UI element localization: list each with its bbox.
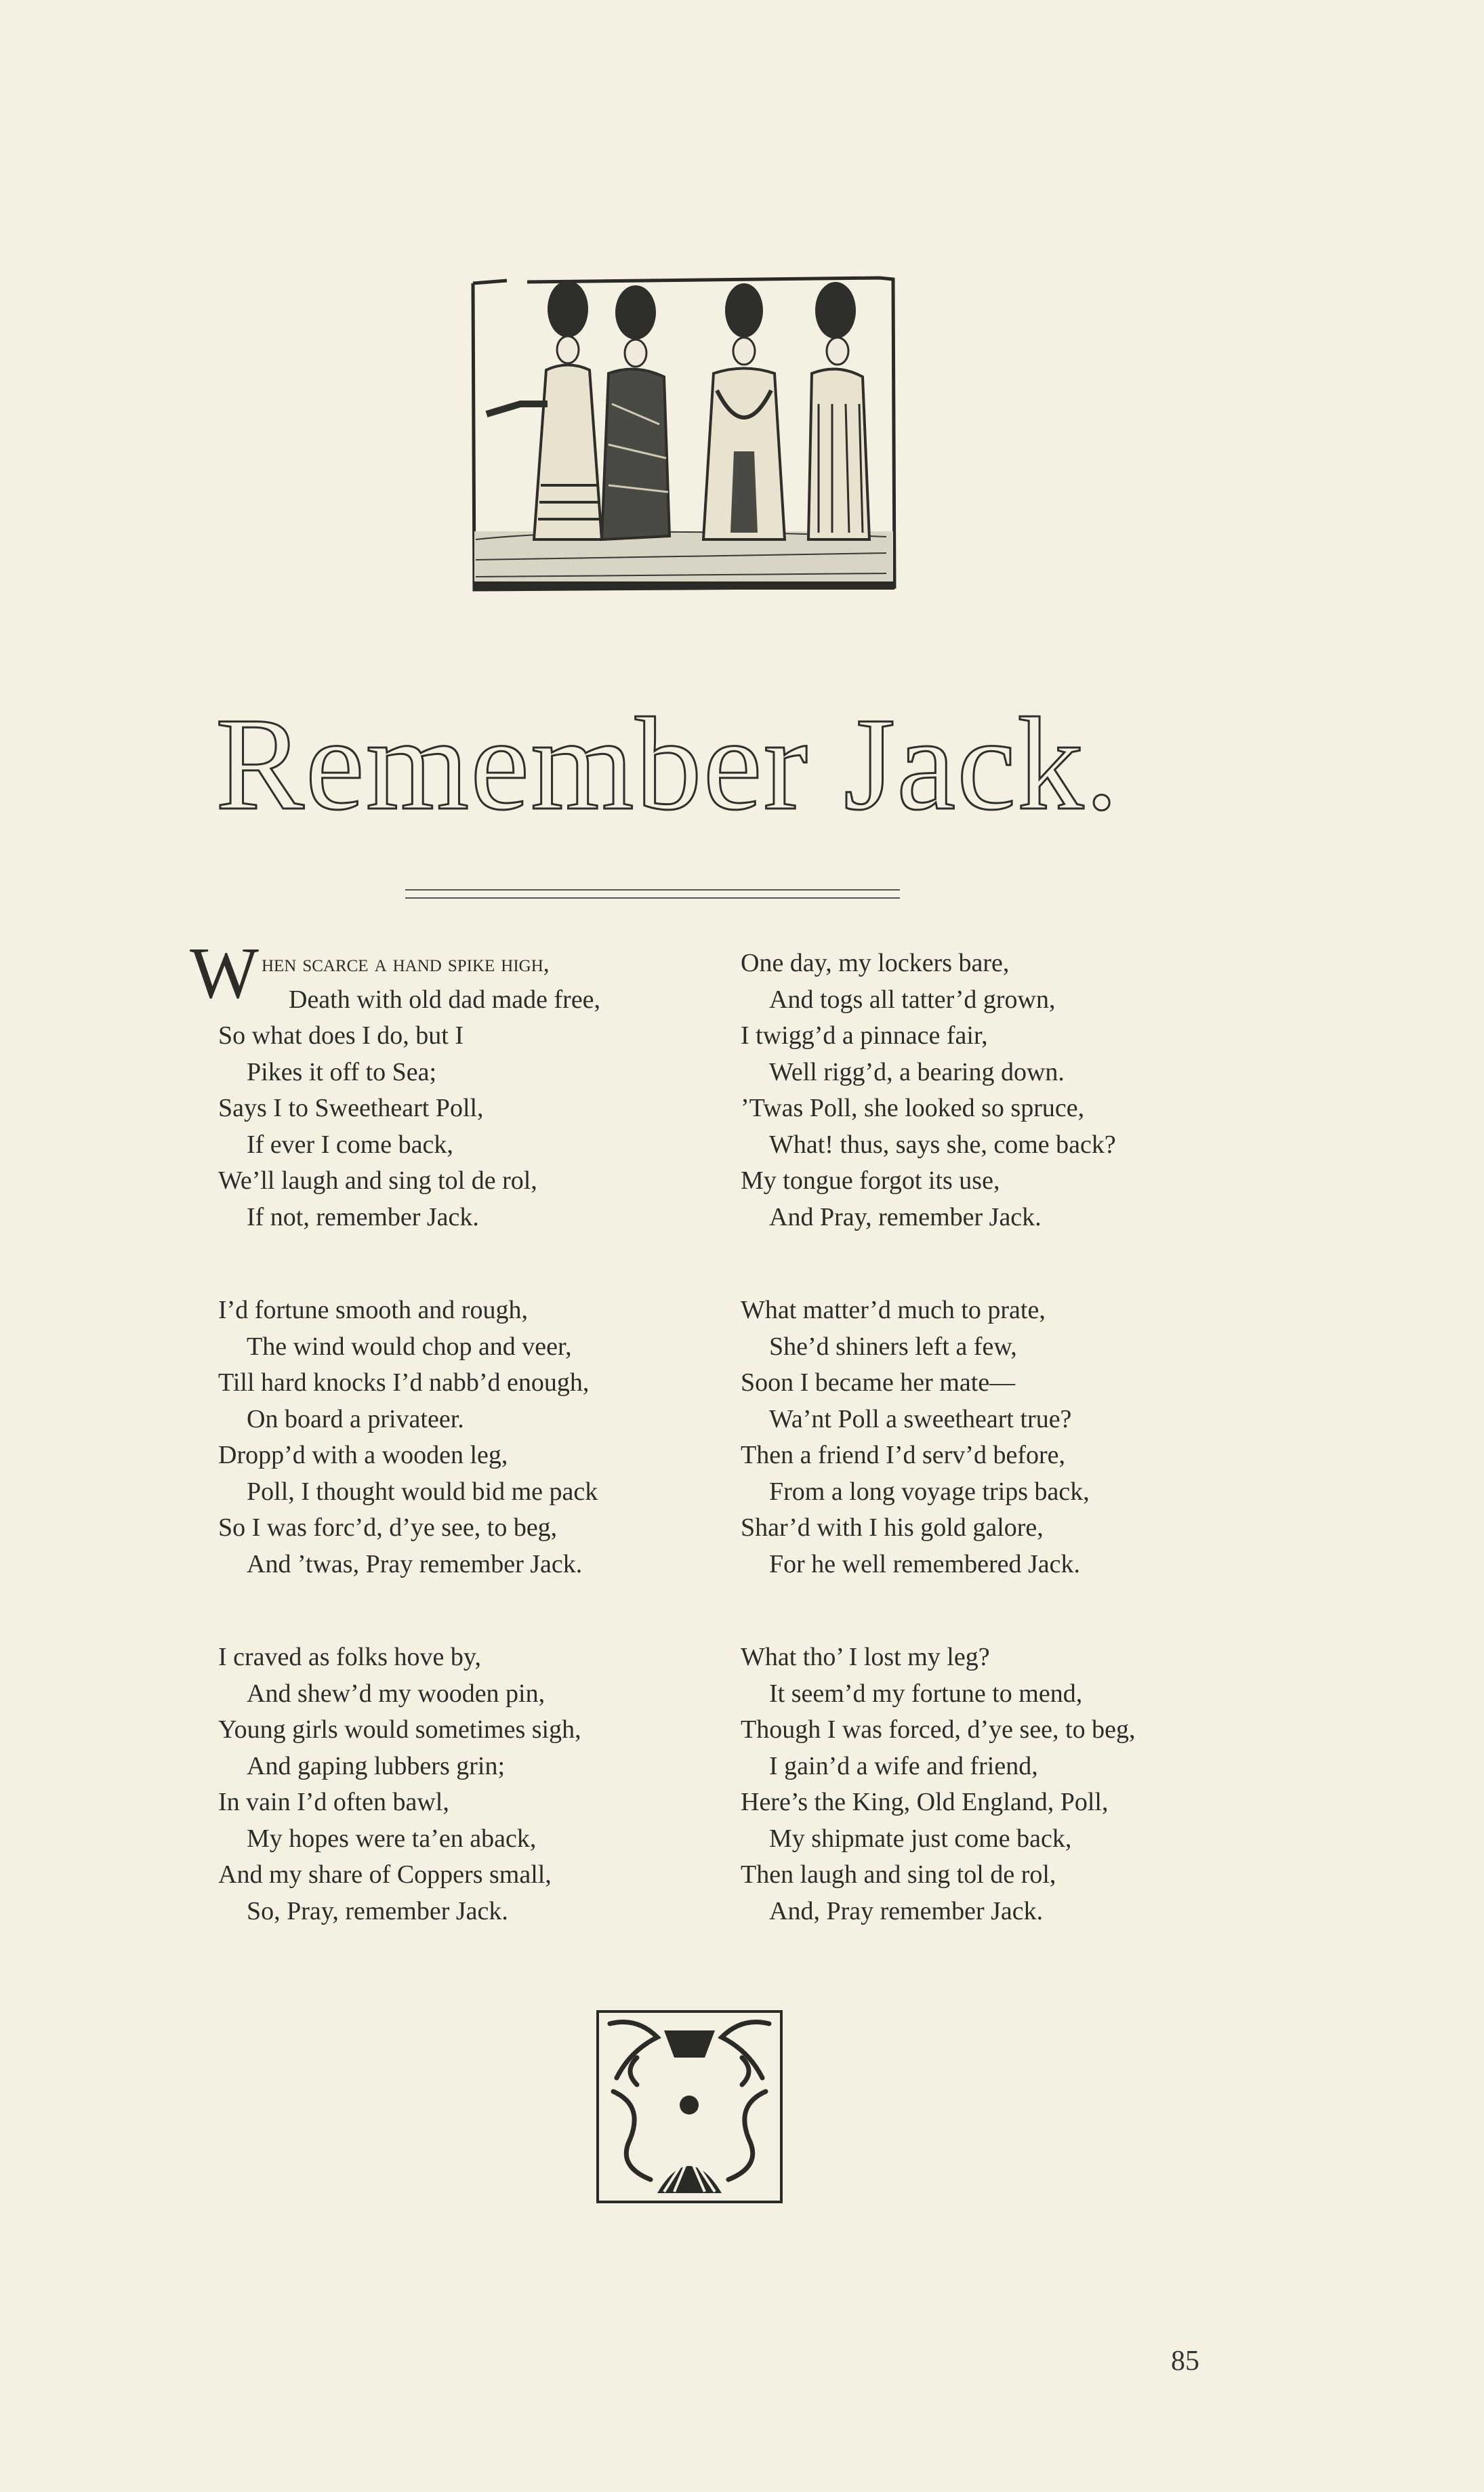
poem-line: And shew’d my wooden pin, bbox=[247, 1679, 545, 1708]
poem-line: Well rigg’d, a bearing down. bbox=[769, 1057, 1065, 1086]
poem-line: Shar’d with I his gold galore, bbox=[741, 1513, 1044, 1542]
four-women-woodcut-icon bbox=[466, 268, 900, 594]
poem-line: Here’s the King, Old England, Poll, bbox=[741, 1788, 1109, 1816]
poem-line: And togs all tatter’d grown, bbox=[769, 985, 1056, 1014]
poem-left-column bbox=[190, 933, 678, 1929]
poem-line: If ever I come back, bbox=[247, 1130, 453, 1159]
poem-line: For he well remembered Jack. bbox=[769, 1549, 1080, 1578]
poem-line: It seem’d my fortune to mend, bbox=[769, 1679, 1083, 1708]
drop-cap: W bbox=[190, 933, 259, 1014]
poem-line: Poll, I thought would bid me pack bbox=[247, 1477, 598, 1506]
poem-line: The wind would chop and veer, bbox=[247, 1332, 572, 1361]
page-number: 85 bbox=[1171, 2346, 1199, 2377]
poem-line: What tho’ I lost my leg? bbox=[741, 1643, 990, 1671]
poem-title: Remember Jack. bbox=[215, 691, 1120, 838]
poem-line: What! thus, says she, come back? bbox=[769, 1130, 1116, 1159]
poem-line: From a long voyage trips back, bbox=[769, 1477, 1090, 1506]
poem-line: And, Pray remember Jack. bbox=[769, 1896, 1044, 1925]
poem-line: My hopes were ta’en aback, bbox=[247, 1824, 537, 1853]
poem-line: In vain I’d often bawl, bbox=[218, 1788, 449, 1816]
poem-line: Then a friend I’d serv’d before, bbox=[741, 1441, 1065, 1469]
stanza-1 bbox=[190, 933, 678, 1235]
poem-line: Then laugh and sing tol de rol, bbox=[741, 1860, 1056, 1889]
poem-line: What matter’d much to prate, bbox=[741, 1296, 1046, 1324]
poem-line: And ’twas, Pray remember Jack. bbox=[247, 1549, 583, 1578]
poem-line: I twigg’d a pinnace fair, bbox=[741, 1021, 988, 1050]
poem-line: One day, my lockers bare, bbox=[741, 949, 1010, 977]
poem-line: And Pray, remember Jack. bbox=[769, 1202, 1042, 1231]
stanza-5 bbox=[741, 1292, 1229, 1582]
poem-line: So, Pray, remember Jack. bbox=[247, 1896, 508, 1925]
poem-line: ’Twas Poll, she looked so spruce, bbox=[741, 1094, 1085, 1122]
poem-line: Young girls would sometimes sigh, bbox=[218, 1715, 581, 1744]
stanza-3 bbox=[190, 1639, 678, 1929]
poem-line: Says I to Sweetheart Poll, bbox=[218, 1094, 484, 1122]
poem-line: Pikes it off to Sea; bbox=[247, 1057, 437, 1086]
poem-line: We’ll laugh and sing tol de rol, bbox=[218, 1166, 537, 1195]
poem-line: On board a privateer. bbox=[247, 1404, 464, 1433]
poem-line: So what does I do, but I bbox=[218, 1021, 464, 1050]
title-divider bbox=[405, 889, 900, 899]
poem-line: If not, remember Jack. bbox=[247, 1202, 479, 1231]
poem-line: My shipmate just come back, bbox=[769, 1824, 1072, 1853]
stanza-6 bbox=[741, 1639, 1229, 1929]
floral-vignette-icon bbox=[596, 2010, 783, 2203]
stanza-4 bbox=[741, 945, 1229, 1235]
poem-line: She’d shiners left a few, bbox=[769, 1332, 1017, 1361]
poem-line: When scarce a hand spike high, bbox=[190, 933, 550, 1014]
poem-line: And gaping lubbers grin; bbox=[247, 1751, 506, 1780]
poem-line: I gain’d a wife and friend, bbox=[769, 1751, 1038, 1780]
stanza-2 bbox=[190, 1292, 678, 1582]
poem-line: I craved as folks hove by, bbox=[218, 1643, 481, 1671]
poem-line: So I was forc’d, d’ye see, to beg, bbox=[218, 1513, 558, 1542]
poem-line: Soon I became her mate— bbox=[741, 1368, 1016, 1397]
poem-line: I’d fortune smooth and rough, bbox=[218, 1296, 528, 1324]
poem-line: My tongue forgot its use, bbox=[741, 1166, 1000, 1195]
poem-line: Though I was forced, d’ye see, to beg, bbox=[741, 1715, 1136, 1744]
poem-line: Dropp’d with a wooden leg, bbox=[218, 1441, 508, 1469]
poem-line: Till hard knocks I’d nabb’d enough, bbox=[218, 1368, 590, 1397]
poem-line: Death with old dad made free, bbox=[289, 985, 601, 1014]
poem-line: Wa’nt Poll a sweetheart true? bbox=[769, 1404, 1072, 1433]
poem-right-column bbox=[741, 945, 1229, 1929]
poem-line: And my share of Coppers small, bbox=[218, 1860, 552, 1889]
